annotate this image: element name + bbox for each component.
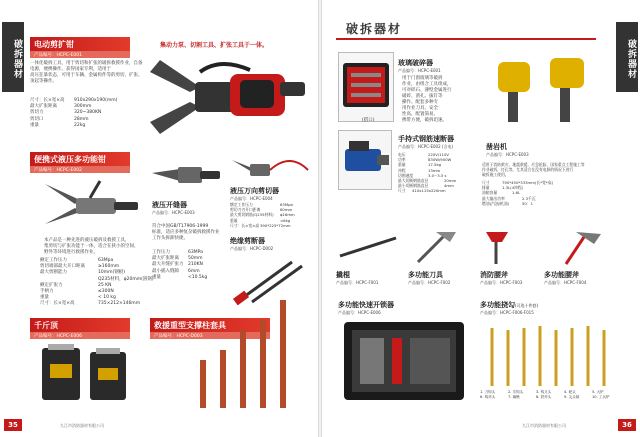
left-page [0, 0, 318, 437]
spec-key: 功率 [398, 157, 406, 163]
spec-value: 50：1 [522, 200, 534, 206]
desc-line: 携带方便，破拆迅速。 [402, 118, 447, 123]
product-code: 产品编号：HCPC-D003 [154, 334, 203, 339]
spec-value: 210KN [188, 262, 203, 268]
desc-line: 适用于消防救灾、地震救援、应急抢险、国家重点工程施工等 [482, 162, 585, 167]
legend-item: 9. 尖头镐 [564, 395, 580, 399]
spec-value: 25 KN [98, 282, 112, 288]
product-title: 玻璃破碎器 [398, 59, 433, 67]
product-description [402, 76, 472, 124]
product-title: 绝缘剪断器 [230, 237, 265, 245]
product-description [30, 61, 145, 85]
spec-key: 剪切口 [30, 116, 44, 122]
spec-key: 油箱容量 [482, 190, 498, 196]
product-code: 产品编号：HCPC-E004 [230, 196, 273, 201]
product-code-bar [30, 166, 130, 173]
hook-title-text: 多功能挠勾 [480, 301, 515, 309]
spec-key: 最大输出功率 [482, 195, 505, 201]
spec-key: 最大扩张距离 [30, 104, 57, 110]
product-code: 产品编号：HCPC-F004 [544, 280, 587, 285]
rebar-cutter-image [339, 131, 391, 189]
spec-list [230, 202, 312, 228]
product-title: 多功能快速开锁器 [338, 301, 394, 309]
left-side-tab [2, 22, 24, 92]
product-code: 产品编号：HCPC-E006 [34, 334, 82, 339]
spec-key: 尺寸：长×宽×高 [230, 222, 260, 228]
spec-value: < 10 kg [98, 295, 116, 301]
spec-value: 20mm [444, 178, 457, 184]
spec-value: 63Mpa [280, 202, 293, 207]
hook-title-note: (可选十件套) [515, 303, 539, 308]
desc-line: 可对碎石、薄壁金属进行 [402, 88, 452, 93]
right-page [322, 0, 640, 437]
product-code: 产品编号：HCPC-E003 [152, 210, 195, 215]
desc-line: 本产品是一种先进的液压破拆及救援工具， [44, 238, 130, 243]
title-underline [336, 38, 596, 40]
spec-value: Q235材料，φ20mm(圆钢) [98, 276, 154, 282]
spec-value: 3.0~3.5 s [428, 172, 447, 178]
legend-item: 4. 耙头 [564, 390, 576, 394]
spec-value: 60mm [280, 207, 293, 213]
spec-key: 重量 [30, 122, 39, 128]
product-image-frame [338, 130, 392, 190]
spec-key: 最大开缝扩张力 [152, 262, 184, 268]
desc-line: 野外等环境进行救援作业。 [44, 250, 98, 255]
spec-key: 排量 [482, 185, 490, 191]
spec-value: 1.6L [512, 190, 521, 196]
spec-key: 最大切断钢筋直径 [398, 178, 429, 184]
product-code: 产品编号：HCPC-E006 [338, 310, 381, 315]
legend-item: 10. 工兵铲 [592, 395, 610, 399]
spec-value: 22kg [74, 122, 86, 128]
spec-key: 最小切断钢筋直径 [398, 183, 429, 189]
spec-key: 额定扩张力 [40, 282, 63, 288]
desc-line: 破拆施工使用。 [482, 172, 509, 177]
product-code: 产品编号：HCPC-F006-F015 [480, 310, 534, 315]
spec-list [40, 258, 160, 308]
spec-key: 手柄力 [40, 289, 54, 295]
spec-value: ≥160mm [98, 264, 120, 270]
product-title: 手持式钢筋速断器 [398, 135, 454, 143]
spec-key: 电压 [398, 152, 406, 157]
hydraulic-universal-cutter-image [230, 150, 310, 186]
desc-line: 集剪切与扩张功能于一体，适合在狭小的空间、 [44, 244, 139, 249]
section-title: 千斤顶 [34, 321, 58, 330]
product-title: 撬棍 [336, 271, 350, 279]
legend-item: 3. 钩叉头 [536, 390, 552, 394]
right-side-tab [616, 22, 638, 92]
spec-key: 尺寸 [482, 180, 490, 185]
spec-value: 2.3千瓦 [522, 195, 536, 201]
page-title: 破拆器材 [346, 22, 403, 36]
product-code: 产品编号：HCPC-F003 [480, 280, 523, 285]
desc-line: 用作业刀具，安全 [402, 106, 438, 111]
support-columns-image [180, 290, 310, 410]
spec-key: 尺寸：长×宽×高 [40, 301, 75, 307]
spec-value: 790*450*333mm(长*宽*高) [502, 180, 554, 185]
right-side-tab-title: 破拆器材 [626, 39, 636, 79]
spec-value: 63MPa [188, 250, 203, 255]
spec-list [152, 250, 224, 281]
product-code-bar [30, 51, 130, 58]
spec-value: 4mm [444, 183, 454, 189]
spec-value: 28mm [74, 116, 89, 122]
spec-key: 燃油(汽油/机油) [482, 200, 510, 206]
desc-line: 一体化破拆工具，用于剪切和扩张的破拆救援作业，自备电源，便携操作。获得国家专利，适用于 [30, 61, 143, 72]
product-description [44, 238, 164, 256]
product-code: 产品编号：HCPC-E002 (含电) [398, 144, 454, 149]
spec-value: 910x290x190(mm) [74, 98, 118, 103]
left-side-tab-title: 破拆器材 [12, 39, 22, 79]
spec-key: 重量 [40, 295, 49, 301]
product-title: 凿岩机 [486, 143, 507, 151]
legend-item: 7. 撬锹 [508, 395, 520, 399]
desc-line: 用于门窗玻璃等破拆 [402, 76, 443, 81]
desc-line: 顶起等操作。 [30, 79, 57, 84]
spec-value: ≤300N [98, 289, 114, 295]
product-code: 产品编号：HCPC-F001 [336, 280, 379, 285]
legend-item: 6. 钩斧头 [480, 395, 496, 399]
spec-value: 1.3L(4冲程) [502, 185, 524, 191]
product-title: 液压开缝器 [152, 201, 187, 209]
product-code: 产品编号：HCPC-E001 [398, 68, 441, 73]
spec-key: 额定工作压力 [230, 202, 253, 207]
desc-line: 工作头拆卸快捷。 [152, 236, 188, 241]
desc-line: 作业，由组合工具组成， [402, 82, 452, 87]
spec-key: 最小插入缝隙 [152, 268, 179, 274]
product-description [152, 224, 224, 242]
spec-key: 最大剪断能力 [40, 270, 67, 276]
product-title: 液压万向剪切器 [230, 187, 279, 195]
rock-drill-image [490, 52, 610, 130]
desc-line: 标准，适应多种复杂破拆救援作业 [152, 230, 220, 235]
hand-tools-image [336, 228, 616, 268]
spec-key: 剪切力 [30, 110, 44, 116]
spec-value: <6kg [280, 217, 291, 223]
product-image-frame [338, 52, 394, 122]
spec-key: 重量 [230, 217, 238, 223]
spec-list [482, 180, 610, 206]
section-title: 电动剪扩钳 [34, 40, 74, 49]
lock-opener-kit-image [340, 318, 468, 404]
section-title-bar [30, 152, 130, 166]
desc-line: 破碎、凿孔、拔钉等 [402, 94, 443, 99]
spec-value: 10mm(钢板) [98, 270, 126, 276]
product-title [480, 300, 538, 310]
spec-key: 冲程 [398, 167, 406, 173]
spec-key: 切割速度 [398, 172, 414, 178]
spec-key: 尺寸 [398, 188, 406, 194]
page-number: 35 [4, 419, 22, 431]
spec-key: 剪切刀刃开口距离 [230, 207, 261, 213]
hydraulic-multi-tool-image [40, 176, 140, 234]
hydraulic-spreader-image [150, 155, 222, 195]
desc-line: 作业破拆，打孔等。尤其适合在没有电源的情况下进行 [482, 167, 574, 172]
glass-breaker-case-image [339, 53, 393, 121]
section-title-bar [30, 318, 130, 332]
spec-key: 重量 [152, 274, 161, 280]
product-description [482, 162, 610, 177]
product-code: 产品编号：HCPC-E003 [486, 152, 529, 157]
spec-value: 50mm [188, 256, 203, 262]
page-number: 36 [618, 419, 636, 431]
spec-key: 尺寸：长×宽×高 [30, 98, 65, 103]
desc-line: 高压狂暴状态，可用于车辆、金属构件等的剪切、扩张、 [30, 73, 143, 78]
spec-value: φ16mm [280, 212, 295, 218]
spec-key: 最大扩张距离 [152, 256, 179, 262]
hook-legend [480, 390, 620, 400]
legend-item: 8. 铁斧头 [536, 395, 552, 399]
product-code: 产品编号：HCPC-F002 [408, 280, 451, 285]
spec-value: 13mm [428, 167, 441, 173]
desc-line: 性高，配置简易。 [402, 112, 438, 117]
image-badge: (搭口) [362, 118, 375, 123]
spec-value: 830W/900W [428, 157, 452, 163]
product-code: 产品编号：HCPC-E001 [34, 53, 82, 58]
section-title-bar [30, 37, 130, 51]
spec-value: 300mm [74, 104, 92, 110]
desc-line: 操作。配套多种专 [402, 100, 438, 105]
product-title: 多功能刀具 [408, 271, 443, 279]
spec-key: 剪切端部最大开口距离 [40, 264, 85, 270]
spec-key: 工作压力 [152, 250, 170, 255]
footer-company: 九江市消防器材有限公司 [60, 423, 104, 428]
spec-value: 63Mpa [98, 258, 114, 263]
legend-item: 5. 大铲 [592, 390, 604, 394]
product-code: 产品编号：HCPC-E002 [34, 168, 82, 173]
slogan: 集动力泵、切割工具、扩张工具于一体。 [160, 42, 269, 49]
legend-item: 1. 刀钩头 [480, 390, 496, 394]
section-title: 救援重型支撑柱套具 [154, 321, 226, 330]
spec-value: <10.5kg [188, 274, 208, 280]
spec-value: 320~380KN [74, 110, 102, 116]
spec-value: 410x115x220mm [412, 188, 446, 194]
jack-image [40, 342, 130, 404]
spec-list [398, 152, 474, 194]
spec-value: 17.5kg [428, 162, 442, 168]
product-title: 消防腰斧 [480, 271, 508, 279]
spec-key: 最大剪切钢筋(Q235材料) [230, 212, 274, 218]
section-title: 便携式液压多功能钳 [34, 155, 106, 164]
spec-value: 220V/110V [428, 152, 449, 157]
spec-value: 390*225*72mm [260, 222, 291, 228]
legend-item: 2. 爪钩头 [508, 390, 524, 394]
product-code-bar [30, 332, 130, 339]
product-code: 产品编号：HCPC-D002 [230, 246, 274, 251]
hook-set-image [480, 318, 620, 388]
spec-value: 6mm [188, 268, 200, 274]
product-title: 多功能腰斧 [544, 271, 579, 279]
desc-line: 符合中国GB/T17906-1999 [152, 224, 209, 229]
spec-key: 额定工作压力 [40, 258, 67, 263]
electric-spreader-cutter-image [140, 52, 310, 142]
spec-value: 735×212×146mm [98, 301, 141, 307]
spec-key: 重量 [398, 162, 406, 168]
footer-company: 九江市消防器材有限公司 [522, 423, 566, 428]
